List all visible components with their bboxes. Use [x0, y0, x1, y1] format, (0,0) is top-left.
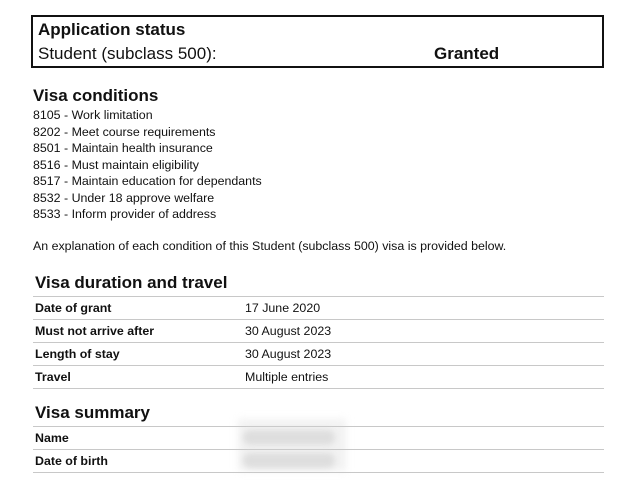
visa-summary-table — [33, 426, 604, 473]
table-row — [33, 366, 604, 389]
row-value: 30 August 2023 — [245, 347, 332, 361]
table-row — [33, 296, 604, 320]
row-label: Travel — [35, 370, 71, 384]
table-row — [33, 450, 604, 473]
condition-item: 8105 - Work limitation — [33, 108, 153, 122]
table-row — [33, 320, 604, 343]
duration-travel-table — [33, 296, 604, 389]
table-row — [33, 426, 604, 450]
duration-travel-title: Visa duration and travel — [35, 273, 228, 292]
conditions-explanation: An explanation of each condition of this Student (subclass 500) visa is provided below. — [33, 239, 507, 253]
condition-item: 8532 - Under 18 approve welfare — [33, 190, 215, 205]
redacted-name-value — [243, 430, 335, 445]
row-label: Date of grant — [35, 301, 112, 315]
application-status-value: Granted — [434, 44, 500, 63]
visa-conditions-title: Visa conditions — [33, 86, 159, 105]
application-status-box — [31, 15, 604, 68]
condition-item: 8533 - Inform provider of address — [33, 207, 217, 221]
redacted-birthdate-value — [243, 453, 335, 468]
row-label: Name — [35, 431, 69, 445]
row-label: Must not arrive after — [35, 324, 155, 338]
visa-conditions-list — [33, 107, 262, 223]
row-label: Date of birth — [35, 454, 108, 468]
row-value: Multiple entries — [245, 370, 329, 384]
row-value: 17 June 2020 — [245, 301, 321, 315]
visa-subclass-label: Student (subclass 500): — [38, 44, 217, 63]
condition-item: 8516 - Must maintain eligibility — [33, 157, 199, 172]
condition-item: 8501 - Maintain health insurance — [33, 141, 213, 155]
condition-item: 8202 - Meet course requirements — [33, 124, 216, 139]
condition-item: 8517 - Maintain education for dependants — [33, 174, 262, 188]
table-row — [33, 343, 604, 366]
application-status-title: Application status — [38, 20, 186, 39]
visa-summary-title: Visa summary — [35, 403, 150, 422]
row-label: Length of stay — [35, 347, 120, 361]
row-value: 30 August 2023 — [245, 324, 332, 338]
